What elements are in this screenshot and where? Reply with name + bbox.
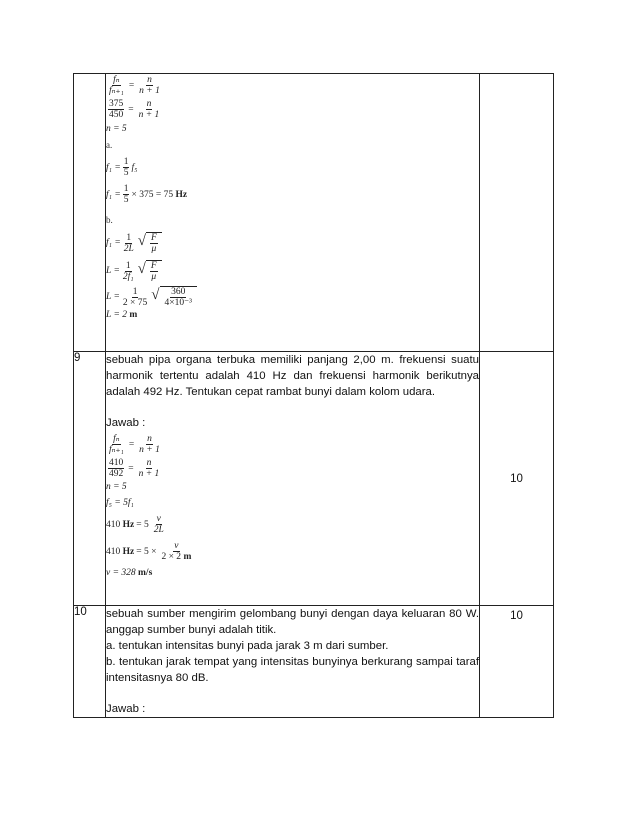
fraction-numerator: n bbox=[147, 75, 152, 85]
fraction-numerator: F bbox=[150, 261, 157, 271]
f1-string-formula: f₁ = $\frac{1}{2L}$ √ $\frac{F}{\mu}$ bbox=[106, 232, 479, 254]
speed-result bbox=[106, 568, 479, 578]
fraction-numerator: F bbox=[151, 233, 157, 243]
equals-times: = 5 × bbox=[136, 546, 157, 557]
answer-label: Jawab : bbox=[106, 417, 146, 429]
f1-lhs: f₁ = bbox=[106, 162, 121, 173]
fraction-denominator: 4×10⁻³ bbox=[164, 298, 192, 308]
table-row bbox=[74, 352, 554, 606]
L-calculation: L = $\frac{1}{2 \times 75}$ √ $\frac{360}{\text{4×10⁻³}}$ bbox=[106, 286, 479, 308]
fraction-numerator: 1 bbox=[123, 157, 129, 167]
frequency-value: 410 bbox=[106, 519, 121, 530]
n-result: n = 5 bbox=[106, 124, 127, 134]
fraction-denominator: 2L bbox=[153, 525, 164, 535]
solution-cell bbox=[106, 74, 480, 352]
table-row bbox=[74, 74, 554, 352]
speed-substitution: 410 Hz = 5 × $\frac{v}{2 \times 2 m}$ bbox=[106, 541, 192, 562]
fraction-denominator: 5 bbox=[123, 168, 129, 178]
question-text: sebuah sumber mengirim gelombang bunyi dengan daya keluaran 80 W. anggap sumber bunyi adalah titik. bbox=[106, 608, 479, 636]
f1-lhs: f₁ = bbox=[106, 189, 121, 200]
value-equation: $\frac{410}{492}$ = $\frac{n}{n + 1}$ bbox=[109, 458, 160, 479]
fraction-denominator: 492 bbox=[109, 469, 124, 479]
speed-formula: 410 Hz = 5 $\frac{v}{2L}$ bbox=[106, 514, 164, 535]
part-a-label: a. bbox=[106, 140, 113, 150]
answer-label: Jawab : bbox=[106, 703, 146, 715]
L-result bbox=[106, 310, 479, 320]
fraction-denominator: n + 1 bbox=[138, 110, 160, 120]
fraction-numerator: 375 bbox=[109, 99, 124, 109]
question-text: sebuah pipa organa terbuka memiliki panjang 2,00 m. frekuensi suatu harmonik tertentu adalah 410 Hz dan frekuensi harmonik berikutnya adalah 492 Hz. Tentukan cepat rambat bunyi dalam kolom udara. bbox=[106, 354, 479, 398]
square-root: √ $\frac{F}{\mu}$ bbox=[138, 260, 162, 282]
equals-factor: = 5 bbox=[136, 519, 149, 530]
question-cell bbox=[106, 606, 480, 718]
unit-hz: Hz bbox=[175, 189, 188, 200]
L-lhs: L = bbox=[106, 266, 120, 276]
fraction-denominator: 5 bbox=[123, 195, 129, 205]
fraction-numerator: v bbox=[156, 514, 161, 524]
fraction-denominator: 2f₁ bbox=[122, 271, 134, 282]
L-value: L = 2 bbox=[106, 310, 128, 320]
question-part-b: b. tentukan jarak tempat yang intensitas bunyinya berkurang sampai taraf intensitasnya 80 dB. bbox=[106, 656, 479, 684]
L-formula: L = $\frac{1}{\text{2f₁}}$ √ $\frac{F}{\mu}$ bbox=[106, 260, 479, 282]
square-root: √ $\frac{360}{\text{4×10⁻³}}$ bbox=[151, 286, 197, 308]
f5-equation: f₅ = 5f₁ bbox=[106, 498, 134, 508]
fraction-denominator: μ bbox=[151, 244, 157, 254]
fraction-denominator: μ bbox=[151, 272, 157, 282]
score-cell: 10 bbox=[480, 352, 554, 606]
fraction-denominator: 2L bbox=[123, 243, 134, 254]
row-number: 9 bbox=[74, 352, 106, 606]
answer-table bbox=[73, 73, 554, 718]
multiplication-result: × 375 = 75 bbox=[131, 189, 174, 200]
fraction-denominator: fₙ₊₁ bbox=[109, 86, 124, 96]
fraction-denominator: n + 1 bbox=[139, 86, 160, 96]
row-number bbox=[74, 74, 106, 352]
score-cell bbox=[480, 74, 554, 352]
value-equation: $\frac{375}{450}$ = $\frac{n}{n + 1}$ bbox=[109, 99, 160, 120]
speed-value: v = 328 bbox=[106, 568, 136, 578]
fraction-denominator: 2 × 75 bbox=[122, 297, 148, 308]
f5-term: f₅ bbox=[131, 162, 138, 173]
fraction-numerator: fₙ bbox=[113, 75, 120, 85]
L-lhs: L = bbox=[106, 292, 120, 302]
question-part-a: a. tentukan intensitas bunyi pada jarak 3 m dari sumber. bbox=[106, 640, 389, 652]
unit-m: m bbox=[129, 310, 138, 320]
ratio-equation: $\frac{\text{fₙ}}{\text{fₙ₊₁}}$ = $\frac{n}{n + 1}$ bbox=[109, 434, 160, 455]
ratio-equation: $\frac{\text{fₙ}}{\text{fₙ₊₁}}$ = $\frac{n}{n + 1}$ bbox=[109, 75, 160, 96]
n-result: n = 5 bbox=[106, 482, 127, 492]
question-cell bbox=[106, 352, 480, 606]
unit-ms: m/s bbox=[138, 568, 153, 578]
fraction-numerator: 410 bbox=[109, 458, 124, 468]
f1-calculation bbox=[106, 184, 479, 205]
fraction-numerator: 1 bbox=[123, 184, 129, 194]
fraction-denominator: 450 bbox=[109, 110, 124, 120]
fraction-numerator: n bbox=[146, 99, 152, 109]
f1-lhs: f₁ = bbox=[106, 238, 121, 248]
row-number: 10 bbox=[74, 606, 106, 718]
f1-equation bbox=[106, 157, 479, 178]
part-b-label: b. bbox=[106, 215, 113, 225]
fraction-numerator: 360 bbox=[171, 287, 186, 297]
score-cell: 10 bbox=[480, 606, 554, 718]
table-row bbox=[74, 606, 554, 718]
square-root: √ $\frac{F}{\mu}$ bbox=[138, 232, 162, 254]
fraction-denominator: 2 × 2 bbox=[161, 552, 182, 562]
